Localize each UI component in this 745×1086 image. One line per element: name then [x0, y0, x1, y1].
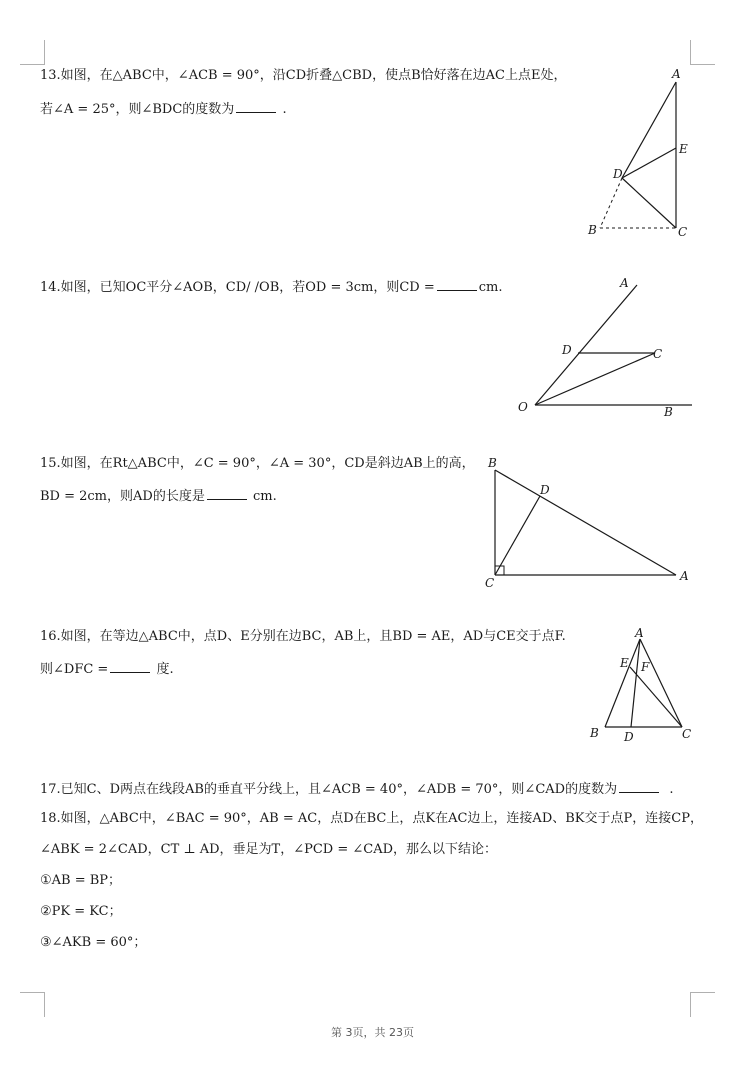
question-14-suffix: cm.: [478, 280, 503, 295]
label-f: F: [641, 660, 650, 674]
label-c: C: [653, 347, 663, 361]
label-d: D: [624, 730, 634, 744]
label-a: A: [672, 67, 681, 81]
answer-blank: [619, 779, 659, 793]
question-18-line-1: 18.如图，△ABC中，∠BAC = 90°，AB = AC，点D在BC上，点K在AC边上，连接AD、BK交于点P，连接CP，: [40, 811, 703, 826]
answer-blank: [236, 99, 276, 113]
question-15-text: BD = 2cm，则AD的长度是: [40, 489, 205, 504]
figure-q13: [580, 60, 710, 245]
label-a: A: [680, 569, 689, 583]
figure-q16: [585, 625, 700, 750]
question-14-text: 14.如图，已知OC平分∠AOB，CD/ /OB，若OD = 3cm，则CD =: [40, 280, 435, 295]
label-a: A: [635, 626, 644, 640]
question-18-conclusion-1: ①AB = BP；: [40, 873, 122, 888]
question-18-line-2: ∠ABK = 2∠CAD，CT ⊥ AD，垂足为T，∠PCD = ∠CAD，那么以下结论：: [40, 842, 498, 857]
answer-blank: [110, 659, 150, 673]
question-17-line-1: [40, 779, 673, 799]
question-14-line-1: [40, 277, 503, 297]
page-footer: 第 3页，共 23页: [331, 1026, 414, 1039]
label-d: D: [562, 343, 572, 357]
label-b: B: [488, 456, 497, 470]
label-e: E: [679, 142, 688, 156]
question-16-text: 则∠DFC =: [40, 662, 109, 677]
label-b: B: [588, 223, 597, 237]
question-15-line-1: 15.如图，在Rt△ABC中，∠C = 90°，∠A = 30°，CD是斜边AB上的高，: [40, 456, 475, 471]
question-17-suffix: .: [669, 782, 674, 797]
label-d: D: [540, 483, 550, 497]
label-b: B: [664, 405, 673, 419]
label-a: A: [620, 276, 629, 290]
question-13-text: 若∠A = 25°，则∠BDC的度数为: [40, 102, 235, 117]
question-18-conclusion-3: ③∠AKB = 60°；: [40, 935, 147, 950]
answer-blank: [437, 277, 477, 291]
question-17-text: 17.已知C、D两点在线段AB的垂直平分线上，且∠ACB = 40°，∠ADB = 70°，则∠CAD的度数为: [40, 782, 618, 797]
question-16-suffix: 度.: [156, 662, 174, 677]
answer-blank: [207, 486, 247, 500]
label-c: C: [485, 576, 495, 590]
label-o: O: [518, 400, 528, 414]
question-15-suffix: cm.: [252, 489, 277, 504]
question-15-line-2: [40, 486, 277, 506]
question-13-line-1: 13.如图，在△ABC中，∠ACB = 90°，沿CD折叠△CBD，使点B恰好落在边AC上点E处，: [40, 68, 567, 83]
question-18-conclusion-2: ②PK = KC；: [40, 904, 122, 919]
label-b: B: [590, 726, 599, 740]
question-16-line-1: 16.如图，在等边△ABC中，点D、E分别在边BC，AB上，且BD = AE，AD与CE交于点F.: [40, 629, 566, 644]
label-c: C: [682, 727, 692, 741]
label-d: D: [613, 167, 623, 181]
figure-q15: [480, 452, 695, 592]
corner-mark-bottom-right: [690, 992, 715, 1017]
corner-mark-top-left: [20, 40, 45, 65]
label-c: C: [678, 225, 688, 239]
question-16-line-2: [40, 659, 174, 679]
label-e: E: [620, 656, 629, 670]
figure-q14: [510, 275, 700, 425]
question-13-suffix: .: [282, 102, 287, 117]
question-13-line-2: [40, 99, 287, 119]
corner-mark-bottom-left: [20, 992, 45, 1017]
